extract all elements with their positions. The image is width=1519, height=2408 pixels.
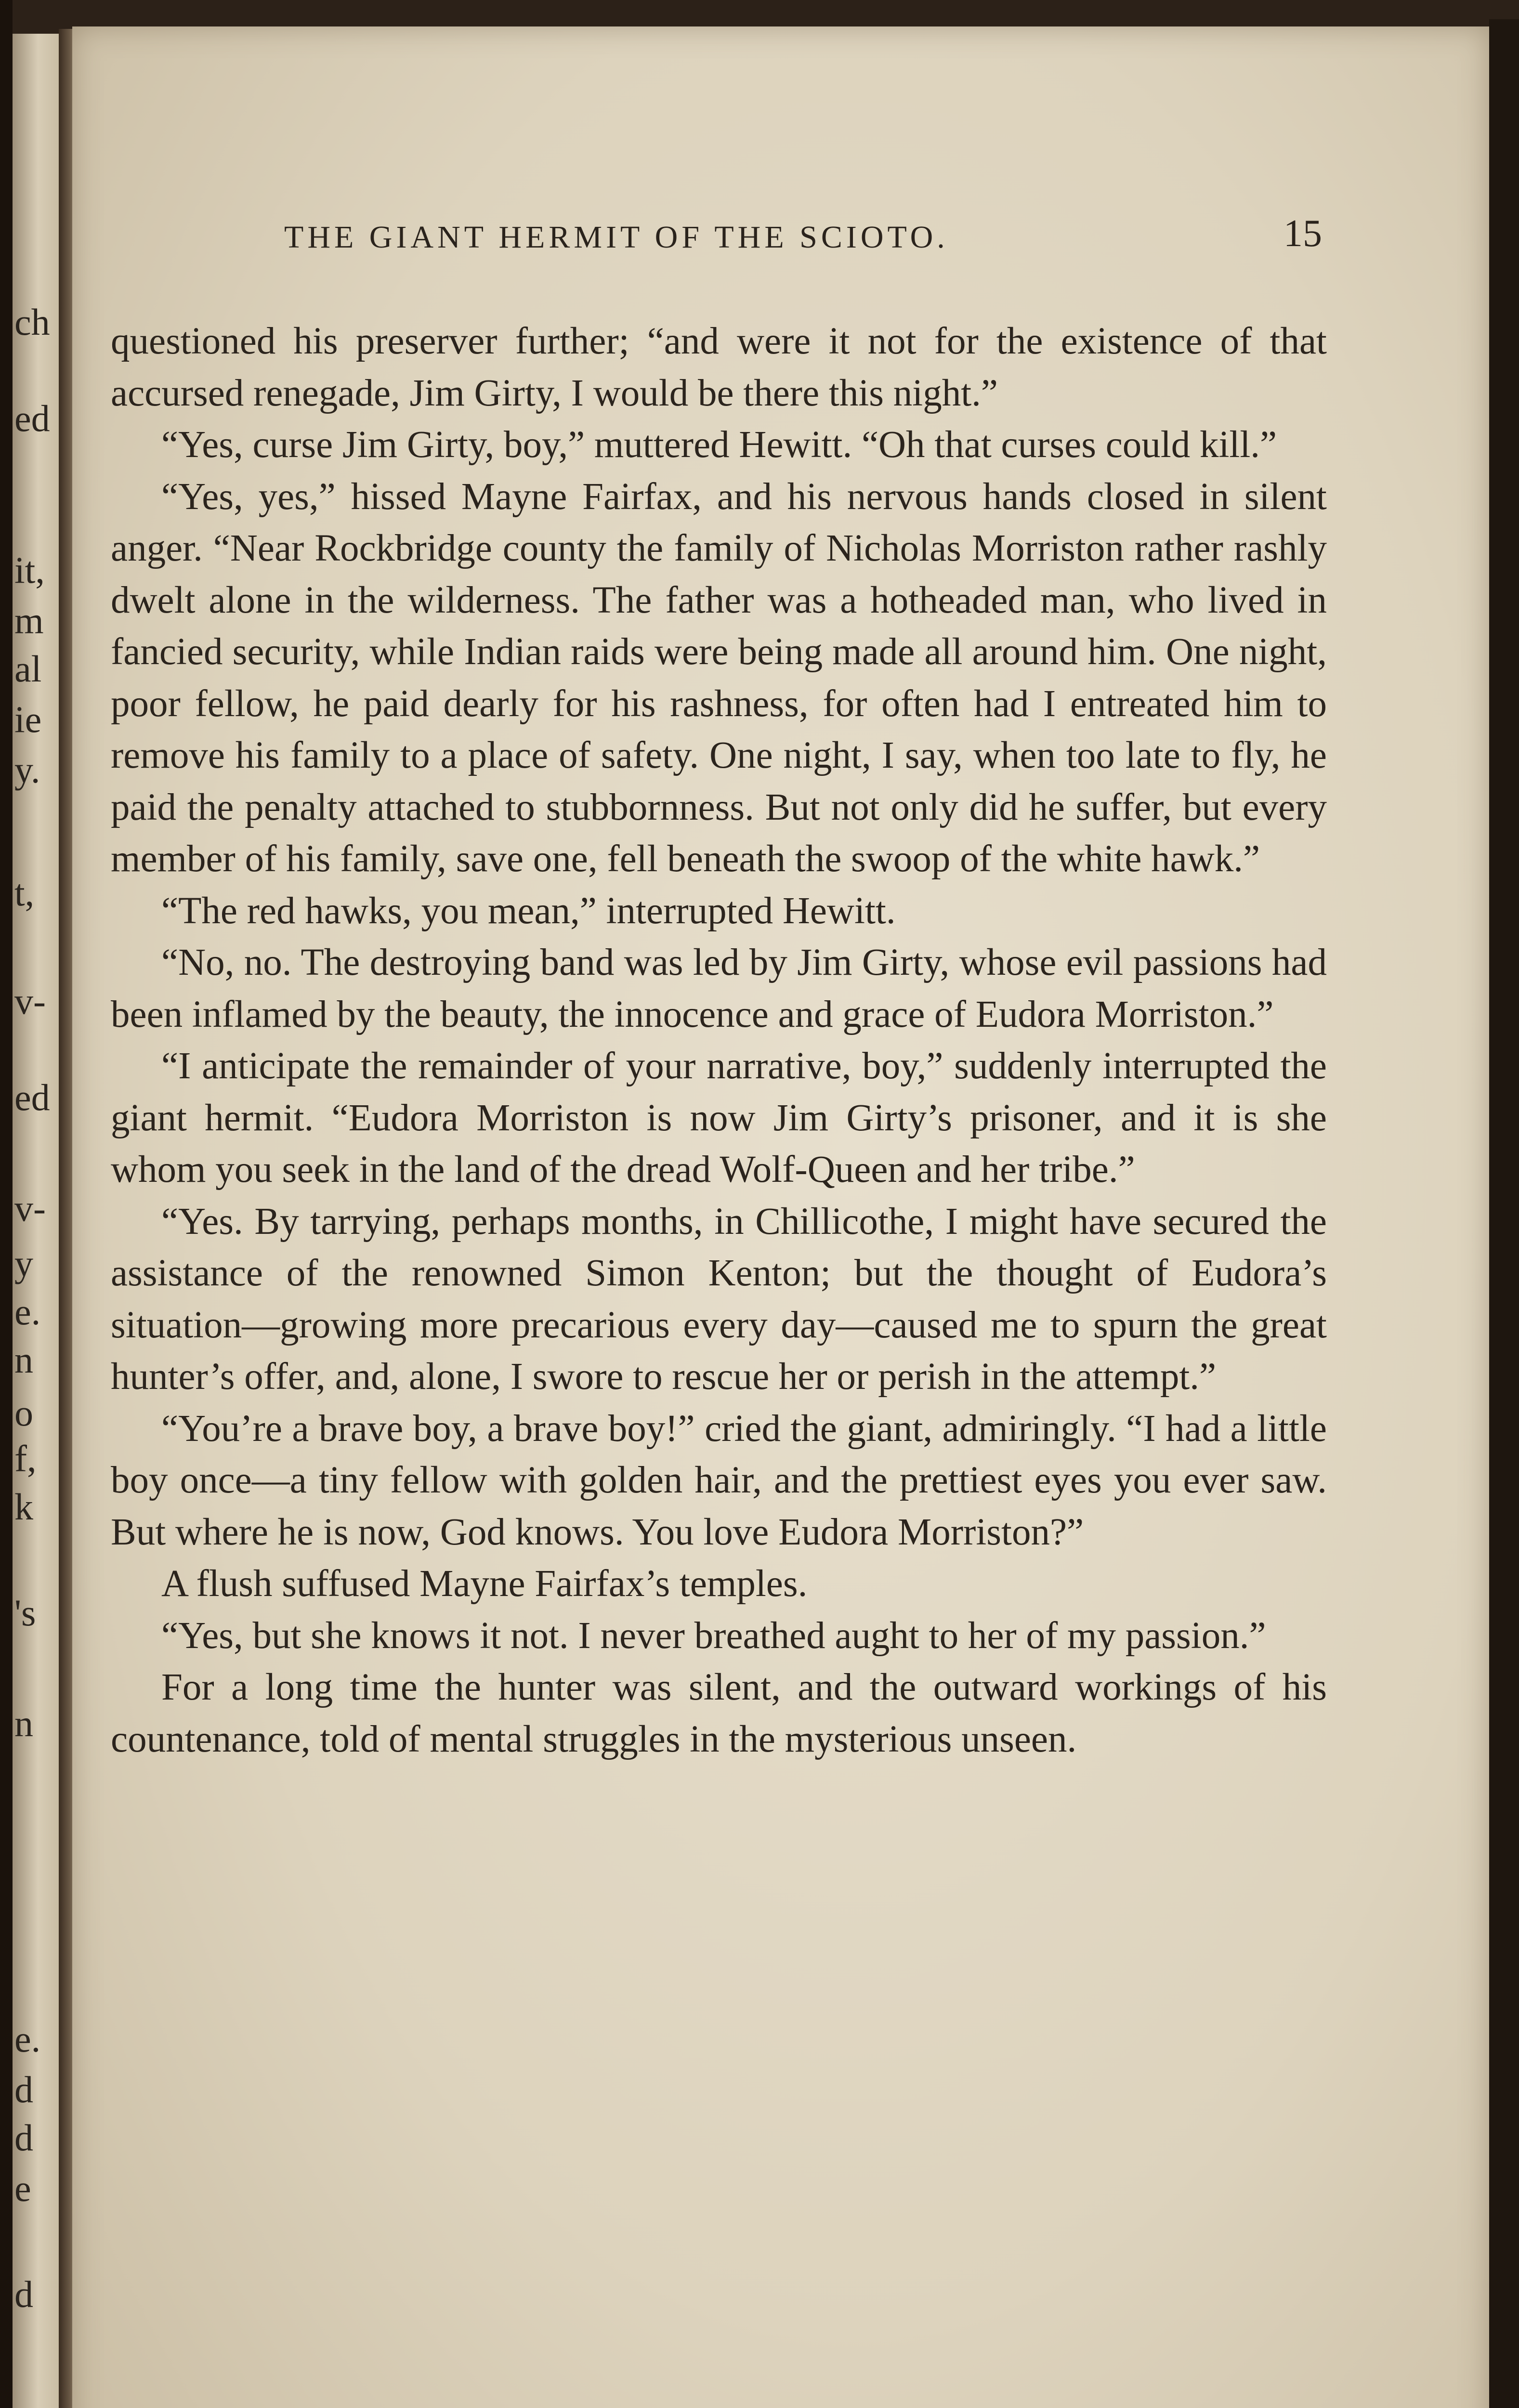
- left-page-fragment: n: [14, 1339, 33, 1381]
- page-number: 15: [1283, 212, 1322, 255]
- left-page-fragment: al: [14, 648, 42, 690]
- left-page-fragment: e.: [14, 1291, 41, 1333]
- paragraph: “Yes, curse Jim Girty, boy,” muttered Hewitt. “Oh that curses could kill.”: [161, 424, 1277, 466]
- body-text: [111, 315, 1327, 1765]
- left-page-fragment: d: [14, 2068, 33, 2110]
- left-page-fragment: it,: [14, 549, 45, 591]
- left-page-fragment: t,: [14, 872, 35, 914]
- paragraph: “No, no. The destroying band was led by Jim Girty, whose evil passions had been inflamed by the beauty, the innocence and grace of Eudora Morriston.”: [111, 942, 1327, 1035]
- paragraph: questioned his preserver further; “and were it not for the existence of that accursed renegade, Jim Girty, I would be there this night.”: [111, 320, 1327, 414]
- left-page-fragment: v-: [14, 980, 46, 1022]
- left-page-fragment: ed: [14, 397, 50, 439]
- left-page-fragment: k: [14, 1486, 33, 1528]
- left-page-fragment: m: [14, 600, 44, 641]
- paragraph: A flush suffused Mayne Fairfax’s temples.: [161, 1563, 808, 1605]
- left-page-fragment: ch: [14, 301, 50, 343]
- left-page-fragment: e.: [14, 2018, 41, 2060]
- left-page-fragment: e: [14, 2167, 31, 2209]
- running-title: THE GIANT HERMIT OF THE SCIOTO.: [284, 220, 949, 255]
- paragraph: “Yes. By tarrying, perhaps months, in Chillicothe, I might have secured the assistance of the renowned Simon Kenton; but the thought of Eudora’s situation—growing more precarious every day—caused me to spurn the great hunter’s offer, and, alone, I swore to rescue her or perish in the attempt.”: [111, 1200, 1327, 1398]
- paragraph: “You’re a brave boy, a brave boy!” cried the giant, admiringly. “I had a little boy once—a tiny fellow with golden hair, and the prettiest eyes you ever saw. But where he is now, God knows. You love Eudora Morriston?”: [111, 1407, 1327, 1553]
- page-edge-right: [1489, 19, 1519, 2408]
- left-page-fragment: 's: [14, 1592, 36, 1634]
- left-page-fragment: n: [14, 1702, 33, 1744]
- left-page-fragment: v-: [14, 1187, 46, 1229]
- paragraph: “Yes, yes,” hissed Mayne Fairfax, and his nervous hands closed in silent anger. “Near Rockbridge county the family of Nicholas Morriston rather rashly dwelt alone in the wilderness. The father was a hotheaded man, who lived in fancied security, while Indian raids were being made all around him. One night, poor fellow, he paid dearly for his rashness, for often had I entreated him to remove his family to a place of safety. One night, I say, when too late to fly, he paid the penalty attached to stubbornness. But not only did he suffer, but every member of his family, save one, fell beneath the swoop of the white hawk.”: [111, 475, 1327, 880]
- paragraph: “Yes, but she knows it not. I never breathed aught to her of my passion.”: [161, 1614, 1266, 1657]
- left-page-fragment: y.: [14, 749, 40, 791]
- paragraph: For a long time the hunter was silent, and the outward workings of his countenance, told of mental struggles in the mysterious unseen.: [111, 1666, 1327, 1760]
- left-page-fragment: d: [14, 2117, 33, 2159]
- paragraph: “I anticipate the remainder of your narrative, boy,” suddenly interrupted the giant hermit. “Eudora Morriston is now Jim Girty’s prisoner, and it is she whom you seek in the land of the dread Wolf-Queen and her tribe.”: [111, 1045, 1327, 1191]
- left-page-fragment: ed: [14, 1076, 50, 1118]
- left-page-fragment: f,: [14, 1438, 37, 1479]
- left-page-fragment: y: [14, 1243, 33, 1284]
- left-page-fragment: o: [14, 1392, 33, 1434]
- previous-page-edge: [13, 34, 59, 2408]
- left-page-fragment: d: [14, 2273, 33, 2315]
- paragraph: “The red hawks, you mean,” interrupted Hewitt.: [161, 890, 896, 932]
- left-page-fragment: ie: [14, 698, 42, 740]
- book-spine: [0, 0, 13, 2408]
